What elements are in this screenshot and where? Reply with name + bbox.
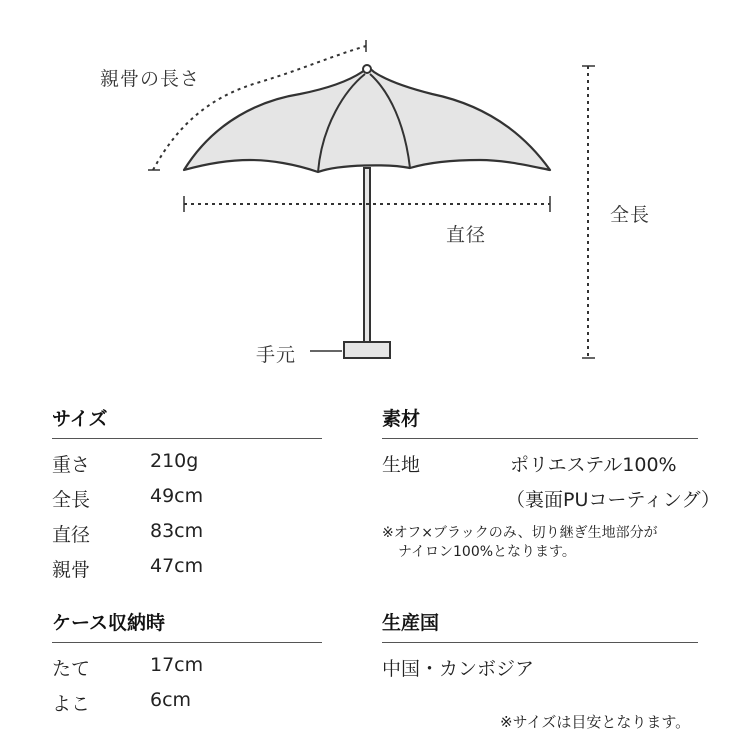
diameter-label: 直径 [446,224,487,246]
material-section-title: 素材 [382,408,421,430]
origin-value: 中国・カンボジア [382,658,535,680]
size-row-value: 210g [150,450,199,472]
material-section-divider [382,438,698,439]
size-row-label: 親骨 [52,559,91,581]
origin-section-title: 生産国 [382,612,440,634]
material-value-coating: （裏面PUコーティング） [506,489,721,511]
material-note: ナイロン100%となります。 [398,544,576,560]
size-row-label: 全長 [52,489,91,511]
total-length-label: 全長 [610,204,651,226]
rib-length-label: 親骨の長さ [100,68,201,90]
case-row-label: たて [52,658,91,680]
case-row-label: よこ [52,693,91,715]
size-row-value: 47cm [150,555,204,577]
size-section-divider [52,438,322,439]
origin-section-divider [382,642,698,643]
size-row-value: 49cm [150,485,204,507]
umbrella-handle [344,342,390,358]
case-row-value: 17cm [150,654,204,676]
material-note: ※オフ×ブラックのみ、切り継ぎ生地部分が [382,525,658,541]
size-row-label: 直径 [52,524,91,546]
case-section-title: ケース収納時 [52,612,166,634]
handle-label: 手元 [256,344,297,366]
size-row-label: 重さ [52,454,91,476]
umbrella-tip [363,65,371,73]
case-row-value: 6cm [150,689,192,711]
umbrella-shaft [364,168,370,344]
size-row-value: 83cm [150,520,204,542]
footer-note: ※サイズは目安となります。 [500,713,691,731]
material-value: ポリエステル100% [510,454,677,476]
material-label: 生地 [382,454,421,476]
size-section-title: サイズ [52,408,108,430]
umbrella-canopy [184,69,550,172]
case-section-divider [52,642,322,643]
